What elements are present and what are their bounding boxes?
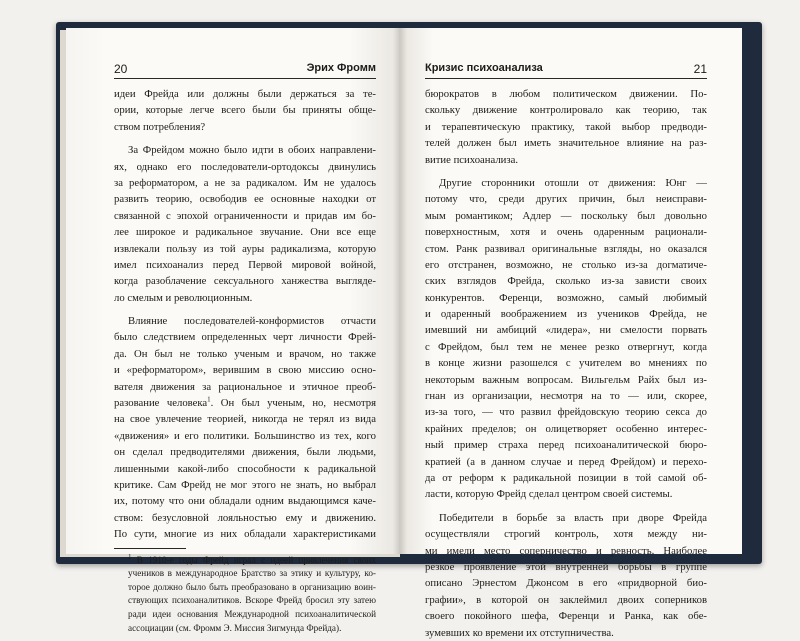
text-line: ских взглядов Фрейда, сколько из-за зависти своих [425,275,707,288]
text-line: Другие сторонники отошли от движения: Юнг — [439,176,707,189]
text-line: «движения» и его политики. Большинство из тех, кого [114,429,376,442]
text-line: За Фрейдом можно было идти в обоих направлени- [128,144,376,157]
text-line: да от реформ к радикальной позиции в той самой об- [425,471,707,484]
text-line: резкое проявление этой внутренней борьбы в группе [425,560,707,573]
text-line: зумевших ко времени их отступничества. [425,626,614,639]
text-line: своего покойного шефа, Ференци и Ранка, как обе- [425,610,707,623]
left-header [114,62,376,76]
text-line: лее широкое и радикальное звучание. Они все еще [114,226,376,239]
right-page [399,28,742,639]
text-line: и терапевтическую практику, такой выбор предводи- [425,120,707,133]
text-line: ях, однако его последователи-ортодоксы двинулись [114,160,376,173]
text-line-with-footnote [114,395,376,411]
text-line: с Фрейдом, был тем не менее резко отвергнут, когда [425,340,707,353]
text-line: витие психоанализа. [425,153,519,166]
left-running-head: Эрих Фромм [306,62,376,74]
text-line: осуществляли строгий контроль, хотя между ни- [425,528,707,541]
text-line: извлекали пользу из той ауры радикализма, которую [114,242,376,255]
text-line: потому что, среди других причин, был неисправи- [425,193,707,206]
text-line: телей должен был иметь значительное влияние на раз- [425,137,707,150]
text-line: когда разоблачение сексуального ханжества выгляде- [114,275,376,288]
left-body-text [114,86,376,635]
text-line: идеи Фрейда или должны были держаться за те- [114,88,376,100]
text-line: вателя движения за рациональное и этичное преоб- [114,380,376,393]
right-header [425,62,707,76]
text-line: Победители в борьбе за власть при дворе Фрейда [439,511,707,524]
text-line: крайних пределов; он олицетворяет особенно интерес- [425,422,707,435]
text-line: из-за того, — что развил фрейдовскую теорию секса до [425,406,707,419]
text-line: Влияние последователей-конформистов отчасти [128,315,376,328]
right-page-number: 21 [693,62,707,76]
text-line: графии», в которой он заклеймил двоих соперников [425,593,707,606]
header-rule [425,78,707,79]
text-line: конкурентов. Ференци, возможно, самый любимый [425,291,707,304]
footnote-rule [114,548,186,549]
text-line: его отстранен, возможно, не столько из-за догматиче- [425,258,707,271]
left-page [66,28,399,633]
text-line: связанной с эпохой ограниченности и придав им бо- [114,209,376,222]
text-line: поверхностным, хотя и очень одаренным рационали- [425,226,707,239]
text-line: было следствием определенных черт личности Фрей- [114,331,376,344]
right-running-head: Кризис психоанализа [425,62,543,74]
text-line: кратией (а в данном случае и перед Фрейдом) и перехо- [425,455,707,468]
text-line: критике. Сам Фрейд не мог этого не знать, но выбрал [114,478,376,491]
header-rule [114,78,376,79]
text-line: ный пример страха перед психоаналитической бюро- [425,439,707,452]
text-line: По сути, многие из них обладали характеристиками [114,528,376,541]
text-line: описано Эрнестом Джонсом в его «придворной био- [425,577,707,590]
footnote-line: ствующих психоаналитиков. Вскоре Фрейд бросил эту затею [128,595,376,606]
footnote-line: ради идеи основания Международной психоаналитической [128,608,376,619]
footnote-line: ассоциации (см. Фромм Э. Миссия Зигмунда Фрейда). [128,622,342,633]
footnote-mark: 1 [207,395,211,404]
text-line: да. Он был не только ученым и врачом, но также [114,347,376,360]
text-line: он сделал предводителями движения, были людьми, [114,446,376,459]
text-line: ло смелым и революционным. [114,291,253,304]
text-line: на свое увлечение теорией, никогда не терял из вида [114,413,376,426]
text-line: гнан из организации, несмотря на то — или, скорее, [425,390,707,403]
text-line: ласти, которую Фрейд сделал центром своей системы. [425,488,673,501]
footnote-line: учеников в международное Братство за этику и культуру, ко- [128,568,376,579]
text-line: имел психоанализ перед Первой мировой войной, [114,258,376,271]
text-line: некоторым важным вопросам. Вильгельм Райх был из- [425,373,707,386]
text-line: мым романтиком; Адлер — поскольку был довольно [425,209,707,222]
footnote-line [114,554,376,568]
footnote-line: торое должно было быть преобразовано в организацию воин- [128,581,376,592]
text-line: и «реформатором», верившим в свою миссию осно- [114,364,376,377]
left-page-number: 20 [114,62,128,76]
text-line: лишенными какой-либо способности к радикальной [114,462,376,475]
text-line: скольку движение контролировало как теорию, так [425,104,707,117]
footnote-text: В 1910-е годы Фрейд играл с идеей привлечения своих [136,554,377,565]
footnote-mark: 1 [128,552,132,561]
text-line: ством потребления? [114,120,206,133]
text-line: ми имели место соперничество и ревность. Наиболее [425,544,707,557]
text-line: развить теорию, освободив ее основные находки от [114,193,376,206]
text-line: за реформатором, а не за радикалом. Им не удалось [114,176,376,189]
text-fragment: разование человека [114,397,208,410]
text-line: бюрократов в любом политическом движении. По- [425,88,707,100]
text-fragment: . Он был ученым, но, несмотря [210,397,377,410]
right-body-text [425,86,707,641]
text-line: ории, которые легче всего были бы приняты обще- [114,104,376,117]
text-line: их, потому что они обладали одним выдающимся каче- [114,495,376,508]
text-line: в конце жизни разошелся с учителем во мнениях по [425,357,707,370]
spine-shadow [393,28,407,554]
text-line: и одаренный воображением из учеников Фрейда, не [425,308,707,321]
text-line: ством: безусловной лояльностью ему и движению. [114,511,376,524]
text-line: имевший ни амбиций «лидера», ни смелости порвать [425,324,707,337]
text-line: стом. Ранк развивал оригинальные взгляды, но оказался [425,242,707,255]
